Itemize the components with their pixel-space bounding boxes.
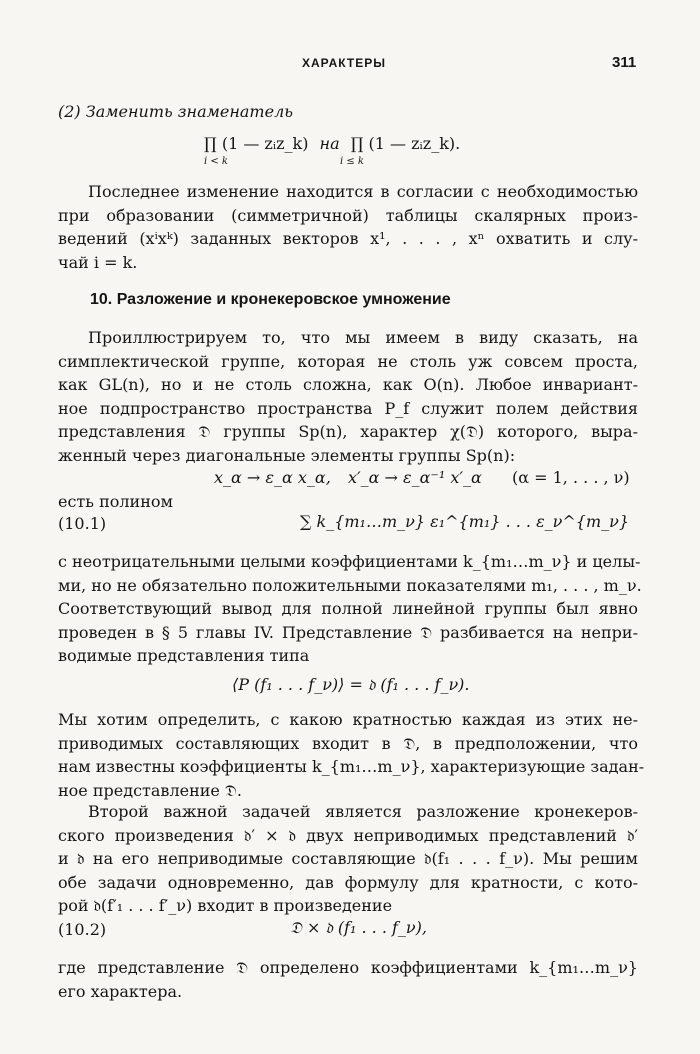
equation-label-10-2: (10.2): [58, 920, 107, 939]
running-title: ХАРАКТЕРЫ: [302, 56, 386, 70]
diagonal-formula: x_α → ε_α x_α,: [214, 468, 331, 487]
equation-label-10-1: (10.1): [58, 514, 107, 533]
equation-10-2: 𝔇 × 𝔡 (f₁ . . . f_ν),: [290, 918, 427, 937]
paragraph-2: Проиллюстрируем то, что мы имеем в виду сказать, на симплектической группе, которая не столь уж совсем проста, как GL(n), но и не столь сложна, как O(n). Любое инвариант- ное подпространство пространства P_f служит полем действия представления 𝔇 группы Sp(n), характер χ(𝔇) которого, выра- женный через диагональные элементы группы Sp(n):: [58, 328, 638, 465]
item-2-formula-subscripts-right: i ≤ k: [340, 156, 364, 167]
paragraph-5: Второй важной задачей является разложение кронекеров- ского произведения 𝔡′ × 𝔡 двух неприводимых представлений 𝔡′ и 𝔡 на его неприводимые составляющие 𝔡(f₁ . . . f_ν). Мы решим обе задачи одновременно, дав формулу для кратности, с кото- рой 𝔡(f′₁ . . . f′_ν) входит в произведение: [58, 802, 638, 916]
section-heading: 10. Разложение и кронекеровское умножение: [90, 291, 451, 308]
page-number: 311: [612, 54, 637, 71]
paragraph-6: где представление 𝔇 определено коэффициентами k_{m₁…m_ν} его характера.: [58, 958, 638, 1001]
item-2-label: (2) Заменить знаменатель: [58, 102, 293, 121]
diagonal-formula-range: (α = 1, . . . , ν): [512, 468, 630, 487]
running-header: [0, 56, 700, 76]
item-2-formula-subscripts: i < k: [204, 156, 228, 167]
item-2-formula: ∏ (1 — zᵢz_k) на ∏ (1 — zᵢz_k).: [204, 134, 461, 153]
paragraph-3: с неотрицательными целыми коэффициентами k_{m₁…m_ν} и целы- ми, но не обязательно положительными показателями m₁, . . . , m_ν. Соответствующий вывод для полной линейной группы был явно проведен в § 5 главы IV. Представление 𝔇 разбивается на непри- водимые представления типа: [58, 552, 642, 666]
paragraph-4: Мы хотим определить, с какою кратностью каждая из этих не- приводимых составляющих входит в 𝔇, в предположении, что нам известны коэффициенты k_{m₁…m_ν}, характеризующие задан- ное представление 𝔇.: [58, 710, 645, 800]
equation-10-1: ∑ k_{m₁…m_ν} ε₁^{m₁} . . . ε_ν^{m_ν}: [300, 512, 630, 531]
diagonal-formula-dual: x′_α → ε_α⁻¹ x′_α: [348, 468, 482, 487]
polynom-intro: есть полином: [58, 492, 173, 511]
representation-type-formula: ⟨P (f₁ . . . f_ν)⟩ = 𝔡 (f₁ . . . f_ν).: [232, 675, 470, 694]
paragraph-1: Последнее изменение находится в согласии с необходимостью при образовании (симметричной) таблицы скалярных произ- ведений (xⁱxᵏ) заданных векторов x¹, . . . , xⁿ охватить и слу- чай i = k.: [58, 182, 638, 272]
